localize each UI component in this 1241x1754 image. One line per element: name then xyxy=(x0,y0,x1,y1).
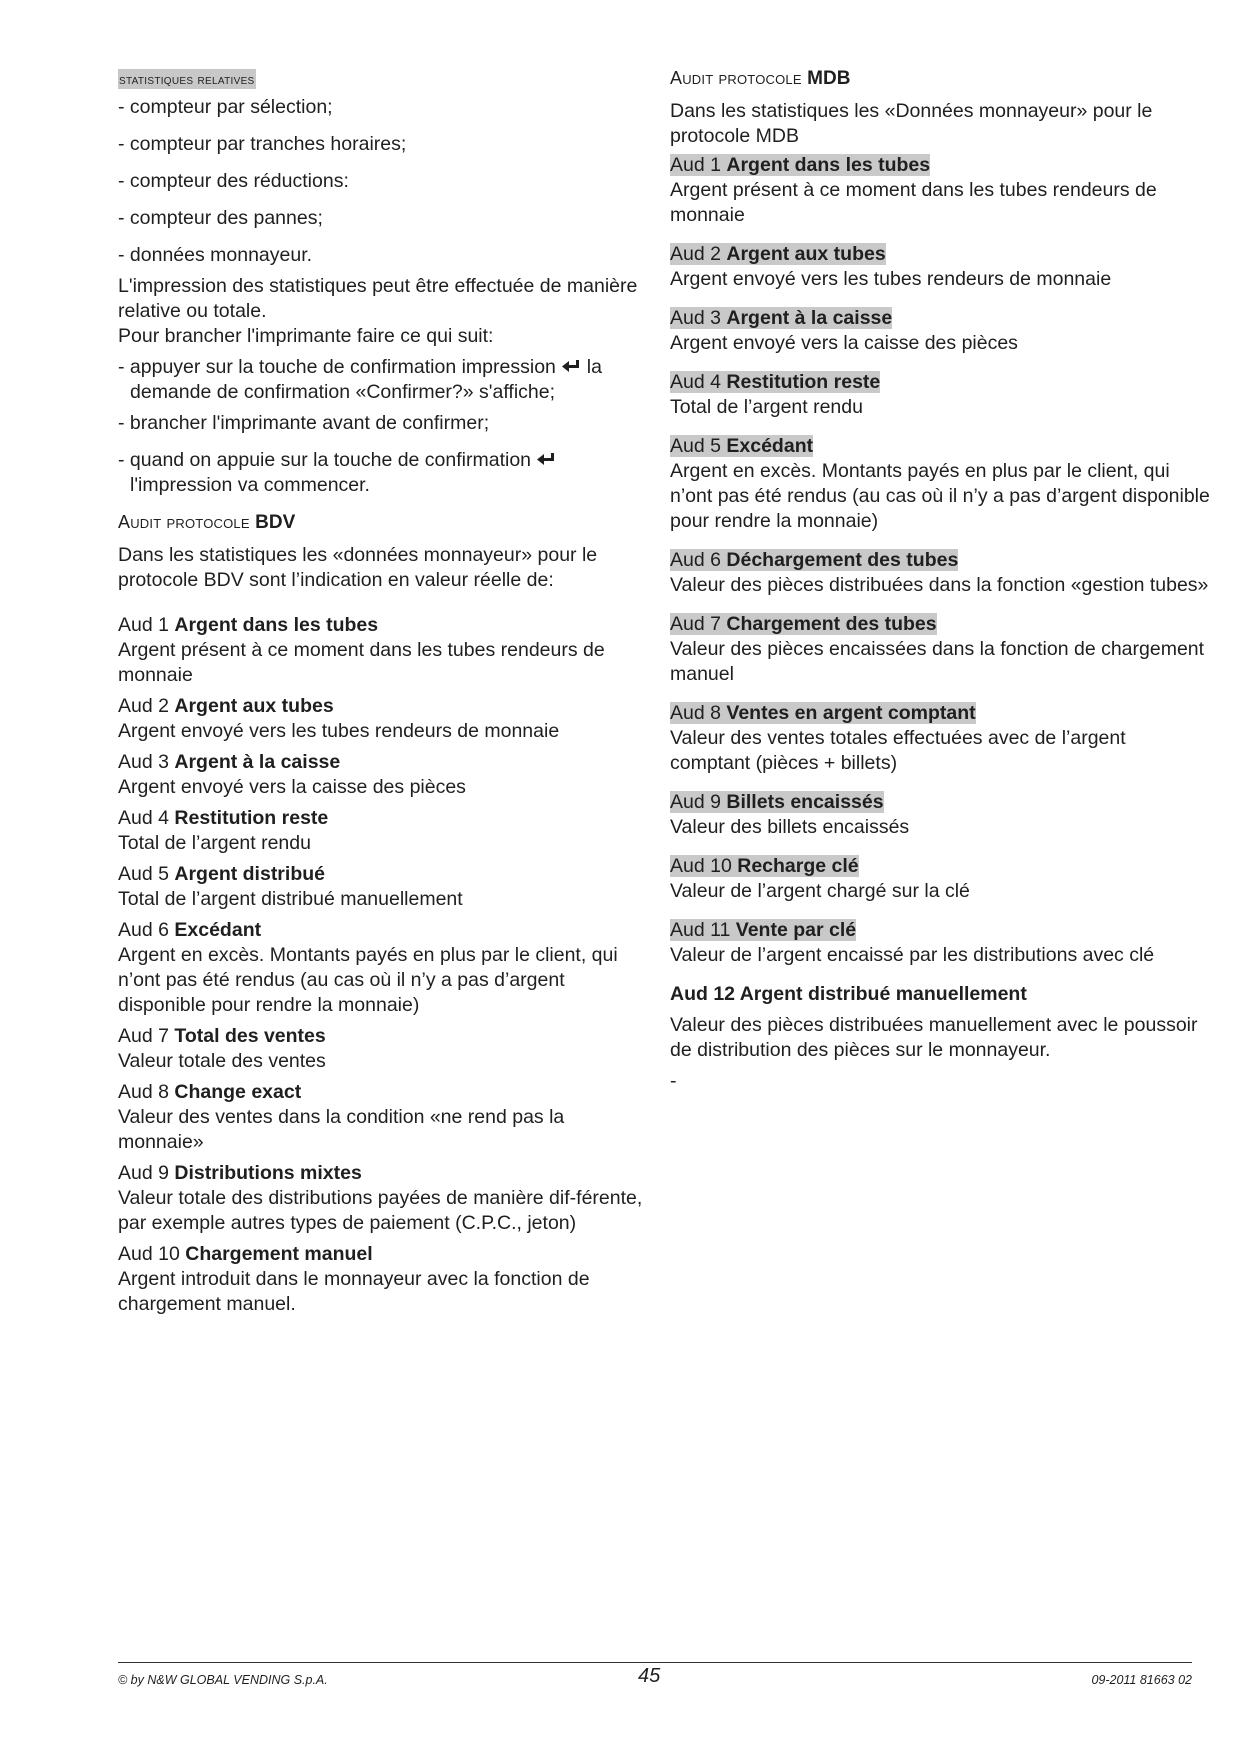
audit-item-number: Aud 5 xyxy=(670,435,721,457)
audit-item-label xyxy=(670,854,1210,879)
step-start-print xyxy=(118,448,646,498)
audit-item xyxy=(118,806,646,856)
audit-item-number: Aud 4 xyxy=(118,807,169,829)
audit-item-number: Aud 4 xyxy=(670,371,721,393)
audit-item-title: Chargement manuel xyxy=(185,1243,373,1265)
list-item: - compteur par sélection; xyxy=(118,96,333,118)
audit-item-description: Valeur des pièces encaissées dans la fonction de chargement manuel xyxy=(670,638,1205,685)
audit-item xyxy=(670,306,1210,356)
audit-item xyxy=(118,862,646,912)
audit-item-title: Excédant xyxy=(174,919,262,941)
heading-audit-mdb xyxy=(670,66,1210,91)
audit-item-label xyxy=(118,1161,646,1186)
audit-item-description: Valeur de l’argent encaissé par les distributions avec clé xyxy=(670,944,1155,966)
audit-item-label xyxy=(670,701,1210,726)
audit-item-number: Aud 8 xyxy=(118,1081,169,1103)
section-tag-statistiques: statistiques relatives xyxy=(119,71,255,87)
bdv-audit-list xyxy=(118,613,646,1317)
heading-small: Audit protocole xyxy=(118,512,250,532)
audit-item-label-highlight xyxy=(118,863,325,885)
audit-item xyxy=(670,153,1210,228)
list-item: - compteur des pannes; xyxy=(118,207,323,229)
audit-item-title: Argent à la caisse xyxy=(726,307,893,329)
paragraph-printer-intro: Pour brancher l'imprimante faire ce qui suit: xyxy=(118,325,494,347)
audit-item-title: Argent dans les tubes xyxy=(726,154,931,176)
intro-mdb: Dans les statistiques les «Données monnayeur» pour le protocole MDB xyxy=(670,100,1153,147)
audit-item-number: Aud 10 xyxy=(670,855,732,877)
audit-item-label-highlight xyxy=(670,307,892,329)
footer-doc-code: 09-2011 81663 02 xyxy=(1091,1673,1192,1687)
audit-item-label xyxy=(670,153,1210,178)
audit-item-number: Aud 2 xyxy=(670,243,721,265)
audit-item-title: Argent aux tubes xyxy=(174,695,334,717)
step-connect-printer: - brancher l'imprimante avant de confirmer; xyxy=(118,412,490,434)
heading-small: Audit protocole xyxy=(670,68,802,88)
enter-key-icon xyxy=(536,452,556,468)
audit-item-description: Valeur totale des ventes xyxy=(118,1050,326,1072)
heading-big: BDV xyxy=(255,512,296,533)
audit-item xyxy=(118,1024,646,1074)
audit-item-label-highlight xyxy=(670,371,880,393)
audit-item-label-highlight xyxy=(670,549,958,571)
trailing-dash: - xyxy=(670,1070,677,1092)
audit-item-label xyxy=(118,806,646,831)
audit-item xyxy=(670,434,1210,534)
audit-item-label xyxy=(670,434,1210,459)
audit-item-description: Argent présent à ce moment dans les tubes rendeurs de monnaie xyxy=(118,639,605,686)
audit-item-label-highlight xyxy=(118,919,261,941)
audit-item-label xyxy=(118,750,646,775)
audit-item-number: Aud 6 xyxy=(118,919,169,941)
audit-item-label xyxy=(670,612,1210,637)
item-12-description: Valeur des pièces distribuées manuellement avec le poussoir de distribution des pièces sur le monnayeur. xyxy=(670,1014,1198,1061)
audit-item-label-highlight xyxy=(670,243,886,265)
audit-item-description: Argent envoyé vers la caisse des pièces xyxy=(670,332,1018,354)
audit-item-description: Valeur des ventes totales effectuées avec de l’argent comptant (pièces + billets) xyxy=(670,727,1126,774)
audit-item-description: Argent présent à ce moment dans les tubes rendeurs de monnaie xyxy=(670,179,1157,226)
audit-item-description: Argent envoyé vers la caisse des pièces xyxy=(118,776,466,798)
list-item: - compteur des réductions: xyxy=(118,170,349,192)
audit-item-label xyxy=(118,1080,646,1105)
audit-item-description: Argent en excès. Montants payés en plus par le client, qui n’ont pas été rendus (au cas où il n’y a pas d’argent disponible pour rendre la monnaie) xyxy=(118,944,618,1016)
audit-item xyxy=(118,613,646,688)
audit-item-label xyxy=(670,370,1210,395)
right-column xyxy=(670,66,1210,1094)
audit-item-title: Total des ventes xyxy=(174,1025,326,1047)
intro-bdv: Dans les statistiques les «données monnayeur» pour le protocole BDV sont l’indication en valeur réelle de: xyxy=(118,544,598,591)
audit-item-title: Distributions mixtes xyxy=(174,1162,362,1184)
audit-item-title: Argent à la caisse xyxy=(174,751,341,773)
audit-item-number: Aud 9 xyxy=(118,1162,169,1184)
audit-item-label-highlight xyxy=(670,435,813,457)
audit-item xyxy=(670,790,1210,840)
audit-item-label-highlight xyxy=(670,855,859,877)
audit-item-number: Aud 7 xyxy=(670,613,721,635)
paragraph-print-mode: L'impression des statistiques peut être effectuée de manière relative ou totale. xyxy=(118,275,638,322)
audit-item-label xyxy=(118,1024,646,1049)
audit-item xyxy=(670,612,1210,687)
audit-item-title: Recharge clé xyxy=(737,855,859,877)
audit-item-label-highlight xyxy=(670,791,884,813)
item-12-title: Aud 12 Argent distribué manuellement xyxy=(670,983,1027,1005)
audit-item-number: Aud 1 xyxy=(670,154,721,176)
step-text: l'impression va commencer. xyxy=(130,474,370,496)
audit-item-description: Argent introduit dans le monnayeur avec la fonction de chargement manuel. xyxy=(118,1268,590,1315)
step-text: - quand on appuie sur la touche de confirmation xyxy=(118,449,532,471)
audit-item xyxy=(118,1080,646,1155)
audit-item-title: Restitution reste xyxy=(174,807,329,829)
audit-item xyxy=(670,854,1210,904)
audit-item-title: Excédant xyxy=(726,435,814,457)
audit-item-title: Restitution reste xyxy=(726,371,881,393)
audit-item-label xyxy=(670,306,1210,331)
audit-item-label xyxy=(118,918,646,943)
list-item: - données monnayeur. xyxy=(118,244,313,266)
page-number: 45 xyxy=(638,1665,661,1687)
audit-item xyxy=(118,1161,646,1236)
audit-item-label-highlight xyxy=(670,613,937,635)
audit-item-label-highlight xyxy=(118,1243,373,1265)
footer-copyright: © by N&W GLOBAL VENDING S.p.A. xyxy=(118,1673,328,1687)
audit-item-number: Aud 3 xyxy=(670,307,721,329)
audit-item-label xyxy=(118,1242,646,1267)
step-confirm-print xyxy=(118,355,646,405)
audit-item-description: Total de l’argent rendu xyxy=(118,832,311,854)
audit-item xyxy=(670,918,1210,968)
audit-item-label-highlight xyxy=(118,1025,326,1047)
mdb-audit-list xyxy=(670,153,1210,968)
audit-item-label-highlight xyxy=(118,1081,301,1103)
audit-item-title: Argent distribué xyxy=(174,863,325,885)
audit-item-title: Billets encaissés xyxy=(726,791,884,813)
audit-item-title: Change exact xyxy=(174,1081,302,1103)
audit-item-number: Aud 3 xyxy=(118,751,169,773)
audit-item-number: Aud 1 xyxy=(118,614,169,636)
audit-item xyxy=(118,750,646,800)
audit-item-number: Aud 10 xyxy=(118,1243,180,1265)
audit-item-number: Aud 5 xyxy=(118,863,169,885)
audit-item-label-highlight xyxy=(670,154,930,176)
audit-item-label-highlight xyxy=(670,919,856,941)
audit-item-description: Argent envoyé vers les tubes rendeurs de monnaie xyxy=(670,268,1112,290)
audit-item-title: Argent dans les tubes xyxy=(174,614,379,636)
audit-item xyxy=(118,918,646,1018)
audit-item-label xyxy=(670,548,1210,573)
audit-item-description: Argent envoyé vers les tubes rendeurs de monnaie xyxy=(118,720,560,742)
audit-item-label-highlight xyxy=(118,614,378,636)
audit-item-label xyxy=(118,862,646,887)
audit-item-label-highlight xyxy=(118,1162,362,1184)
audit-item xyxy=(118,694,646,744)
audit-item-description: Valeur de l’argent chargé sur la clé xyxy=(670,880,970,902)
audit-item-number: Aud 7 xyxy=(118,1025,169,1047)
audit-item-label xyxy=(670,242,1210,267)
audit-item-description: Valeur des billets encaissés xyxy=(670,816,910,838)
audit-item xyxy=(670,701,1210,776)
audit-item-description: Valeur totale des distributions payées de manière dif-férente, par exemple autres types de paiement (C.P.C., jeton) xyxy=(118,1187,643,1234)
audit-item-title: Argent aux tubes xyxy=(726,243,886,265)
audit-item-title: Vente par clé xyxy=(735,919,857,941)
audit-item-description: Valeur des ventes dans la condition «ne rend pas la monnaie» xyxy=(118,1106,565,1153)
audit-item-title: Ventes en argent comptant xyxy=(726,702,976,724)
audit-item xyxy=(670,548,1210,598)
audit-item-label xyxy=(670,918,1210,943)
audit-item-label xyxy=(118,613,646,638)
audit-item-description: Argent en excès. Montants payés en plus par le client, qui n’ont pas été rendus (au cas où il n’y a pas d’argent disponible pour rendre la monnaie) xyxy=(670,460,1210,532)
enter-key-icon xyxy=(561,359,581,375)
audit-item-description: Total de l’argent distribué manuellement xyxy=(118,888,463,910)
audit-item-title: Déchargement des tubes xyxy=(726,549,959,571)
audit-item-number: Aud 8 xyxy=(670,702,721,724)
heading-big: MDB xyxy=(807,68,851,89)
step-text: - appuyer sur la touche de confirmation impression xyxy=(118,356,556,378)
audit-item-label-highlight xyxy=(118,807,328,829)
audit-item-number: Aud 6 xyxy=(670,549,721,571)
audit-item-label xyxy=(118,694,646,719)
audit-item-number: Aud 9 xyxy=(670,791,721,813)
audit-item-label-highlight xyxy=(118,695,334,717)
audit-item-number: Aud 11 xyxy=(670,919,731,941)
audit-item xyxy=(670,242,1210,292)
audit-item-title: Chargement des tubes xyxy=(726,613,937,635)
left-column xyxy=(118,66,646,1323)
audit-item xyxy=(670,370,1210,420)
audit-item-label-highlight xyxy=(670,702,976,724)
audit-item-number: Aud 2 xyxy=(118,695,169,717)
footer-divider xyxy=(118,1662,1192,1663)
audit-item xyxy=(118,1242,646,1317)
list-item: - compteur par tranches horaires; xyxy=(118,133,407,155)
audit-item-description: Total de l’argent rendu xyxy=(670,396,863,418)
audit-item-label-highlight xyxy=(118,751,340,773)
audit-item-label xyxy=(670,790,1210,815)
step-text: la demande de confirmation «Confirmer?» s'affiche; xyxy=(130,356,602,403)
heading-audit-bdv xyxy=(118,510,646,535)
audit-item-description: Valeur des pièces distribuées dans la fonction «gestion tubes» xyxy=(670,574,1209,596)
